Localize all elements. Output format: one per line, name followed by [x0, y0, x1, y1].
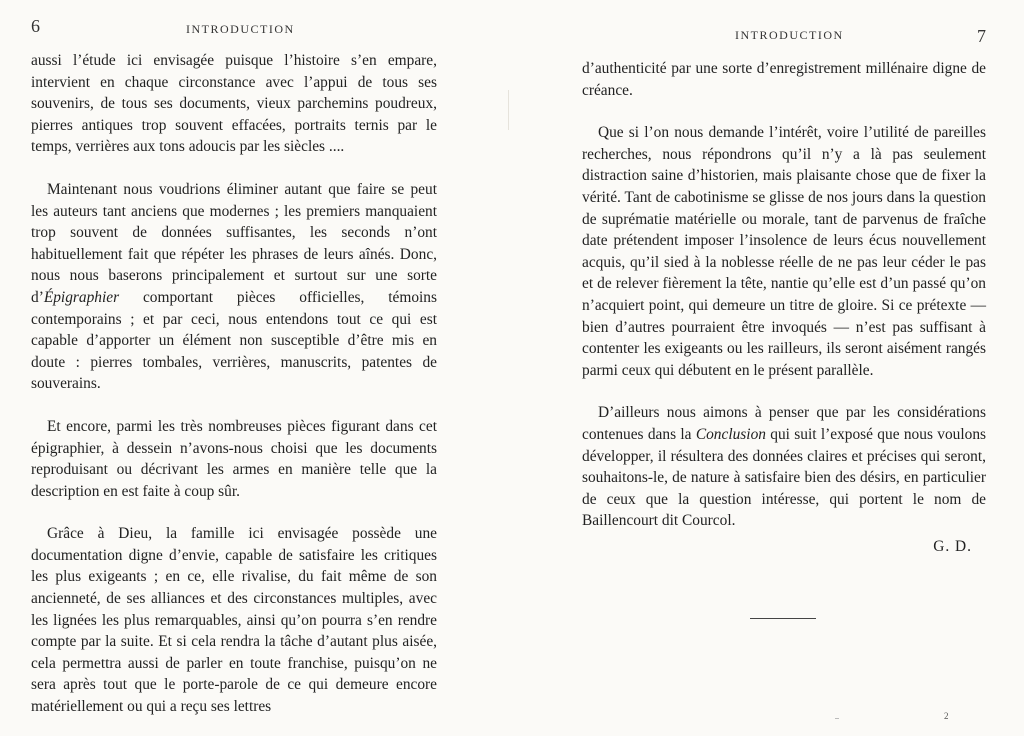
right-page: [512, 0, 1024, 736]
page-number-left: 6: [31, 16, 40, 36]
emphasis-conclusion: Conclusion: [695, 425, 766, 443]
page-speck: [835, 718, 839, 719]
running-head-right: INTRODUCTION: [735, 28, 844, 42]
right-text-column: [582, 58, 986, 557]
closing-rule: [750, 618, 816, 619]
running-head-left: INTRODUCTION: [186, 22, 295, 36]
paragraph: Que si l’on nous demande l’intérêt, voire l’utilité de pareilles recherches, nous répondrons qu’il n’y a là pas seulement distraction saine d’historien, mais plaisante chose que de fixer la vérité. Tant de cabotinisme se glisse de nos jours dans la question de suprématie matérielle ou morale, tant de parvenus de fraîche date prétendent imposer l’insolence de leurs écus nouvellement acquis, qu’il sied à la noblesse réelle de ne pas leur céder le pas et de relever fièrement la tête, nantie qu’elle est d’un passé qu’on n’acquiert point, qui demeure un titre de gloire. Si ce prétexte — bien d’autres pourraient être invoqués — n’est pas suffisant à contenter les exigeants ou les railleurs, ils seront aisément rangés parmi ceux qui débutent en le présent parallèle.: [582, 124, 986, 379]
paragraph: Maintenant nous voudrions éliminer autant que faire se peut les auteurs tant anciens que modernes ; les premiers manquaient trop souvent de données suffisantes, les seconds n’ont habituellement fait que répéter les phrases de leurs aînés. Donc, nous nous baserons principalement et surtout sur une sorte d’Épigraphier comportant pièces officielles, témoins contemporains ; et par ceci, nous entendons tout ce qui est capable d’apporter un élément non susceptible d’être mis en doute : pierres tombales, verrières, manuscrits, patentes de souverains.: [31, 180, 437, 393]
signature-mark: 2: [944, 711, 949, 721]
paragraph: d’authenticité par une sorte d’enregistrement millénaire digne de créance.: [582, 60, 986, 99]
left-page: [0, 0, 510, 736]
gutter-mark: [508, 90, 509, 130]
emphasis-epigraphier: Épigraphier: [43, 288, 120, 306]
left-text-column: [31, 50, 437, 718]
paragraph: Et encore, parmi les très nombreuses pièces figurant dans cet épigraphier, à dessein n’avons-nous choisi que les documents reproduisant ou décrivant les armes en manière telle que la description en est faite à coup sûr.: [31, 417, 437, 500]
paragraph: Grâce à Dieu, la famille ici envisagée possède une documentation digne d’envie, capable de satisfaire les critiques les plus exigeants ; en ce, elle rivalise, du fait même de son ancienneté, de ses alliances et des circonstances multiples, avec les lignées les plus remarquables, ainsi qu’on pourra s’en rendre compte par la suite. Et si cela rendra la tâche d’autant plus aisée, cela permettra aussi de parler en toute franchise, puisqu’on ne sera après tout que le porte-parole de ce qui demeure encore matériellement ou qui a reçu ses lettres: [31, 525, 437, 716]
paragraph: aussi l’étude ici envisagée puisque l’histoire s’en empare, intervient en chaque circonstance avec l’appui de tous ses souvenirs, de tous ses documents, vieux parchemins poudreux, pierres antiques trop souvent effacées, portraits ternis par le temps, verrières aux tons adoucis par les siècles ....: [31, 52, 437, 156]
page-number-right: 7: [977, 26, 986, 46]
signature: G. D.: [933, 537, 972, 555]
paragraph: D’ailleurs nous aimons à penser que par les considérations contenues dans la Conclusion qui suit l’exposé que nous voulons développer, il résultera des données claires et précises qui seront, souhaitons-le, de nature à satisfaire bien des désirs, en particulier de ceux que la question intéresse, qui portent le nom de Baillencourt dit Courcol.: [582, 404, 987, 530]
